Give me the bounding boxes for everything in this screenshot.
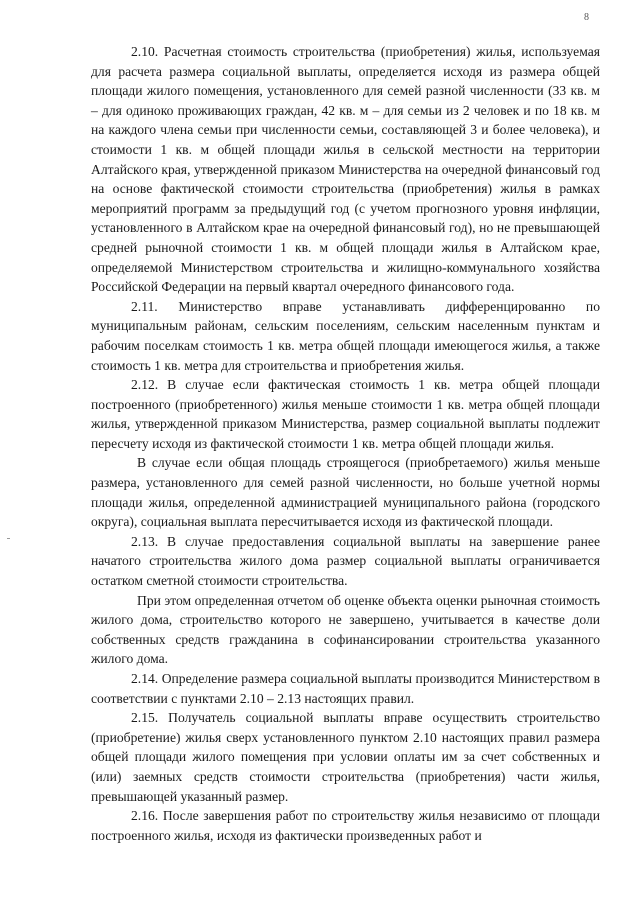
- page-number: 8: [584, 12, 589, 23]
- margin-mark: [7, 538, 10, 539]
- paragraph-2-12-continued: В случае если общая площадь строящегося (приобретаемого) жилья меньше размера, установленного для семей разной численности, но больше учетной нормы площади жилья, определенной администрацией муниципального района (городского округа), социальная выплата пересчитывается исходя из фактической площади.: [91, 455, 600, 530]
- paragraph-2-16: 2.16. После завершения работ по строительству жилья независимо от площади построенного жилья, исходя из фактически произведенных работ и: [91, 808, 600, 843]
- document-body: [91, 42, 600, 845]
- paragraph-2-15: 2.15. Получатель социальной выплаты вправе осуществить строительство (приобретение) жилья сверх установленного пунктом 2.10 настоящих правил размера общей площади жилого помещения при условии оплаты им за счет собственных и (или) заемных средств стоимости строительства (приобретения) части жилья, превышающей указанный размер.: [91, 710, 600, 804]
- paragraph-2-11: 2.11. Министерство вправе устанавливать дифференцированно по муниципальным районам, сельским поселениям, сельским населенным пунктам и рабочим поселкам стоимость 1 кв. метра общей площади имеющегося жилья, а также стоимость 1 кв. метра для строительства и приобретения жилья.: [91, 298, 600, 373]
- paragraph-2-14: 2.14. Определение размера социальной выплаты производится Министерством в соответствии с пунктами 2.10 – 2.13 настоящих правил.: [91, 671, 600, 706]
- paragraph-2-13: 2.13. В случае предоставления социальной выплаты на завершение ранее начатого строительства жилого дома размер социальной выплаты ограничивается остатком сметной стоимости строительства.: [91, 533, 600, 589]
- paragraph-2-13-continued: При этом определенная отчетом об оценке объекта оценки рыночная стоимость жилого дома, строительство которого не завершено, учитывается в качестве доли собственных средств гражданина в софинансировании строительства указанного жилого дома.: [91, 592, 600, 667]
- paragraph-2-12: 2.12. В случае если фактическая стоимость 1 кв. метра общей площади построенного (приобретенного) жилья меньше стоимости 1 кв. метра общей площади жилья, утвержденной приказом Министерства, размер социальной выплаты подлежит пересчету исходя из фактической стоимости 1 кв. метра общей площади жилья.: [91, 377, 600, 451]
- paragraph-2-10: 2.10. Расчетная стоимость строительства (приобретения) жилья, используемая для расчета размера социальной выплаты, определяется исходя из размера общей площади жилого помещения, установленного для семей разной численности (33 кв. м – для одиноко проживающих граждан, 42 кв. м – для семьи из 2 человек и по 18 кв. м на каждого члена семьи при численности семьи, составляющей 3 и более человека), и стоимости 1 кв. м общей площади жилья в сельской местности на территории Алтайского края, утвержденной приказом Министерства на очередной финансовый год на основе фактической стоимости строительства (приобретения) жилья в рамках мероприятий программ за предыдущий год (с учетом прогнозного уровня инфляции, установленного в Алтайском крае на очередной финансовый год), но не превышающей средней рыночной стоимости 1 кв. м общей площади жилья в Алтайском крае, определяемой Министерством строительства и жилищно-коммунального хозяйства Российской Федерации на первый квартал очередного финансового года.: [91, 44, 600, 295]
